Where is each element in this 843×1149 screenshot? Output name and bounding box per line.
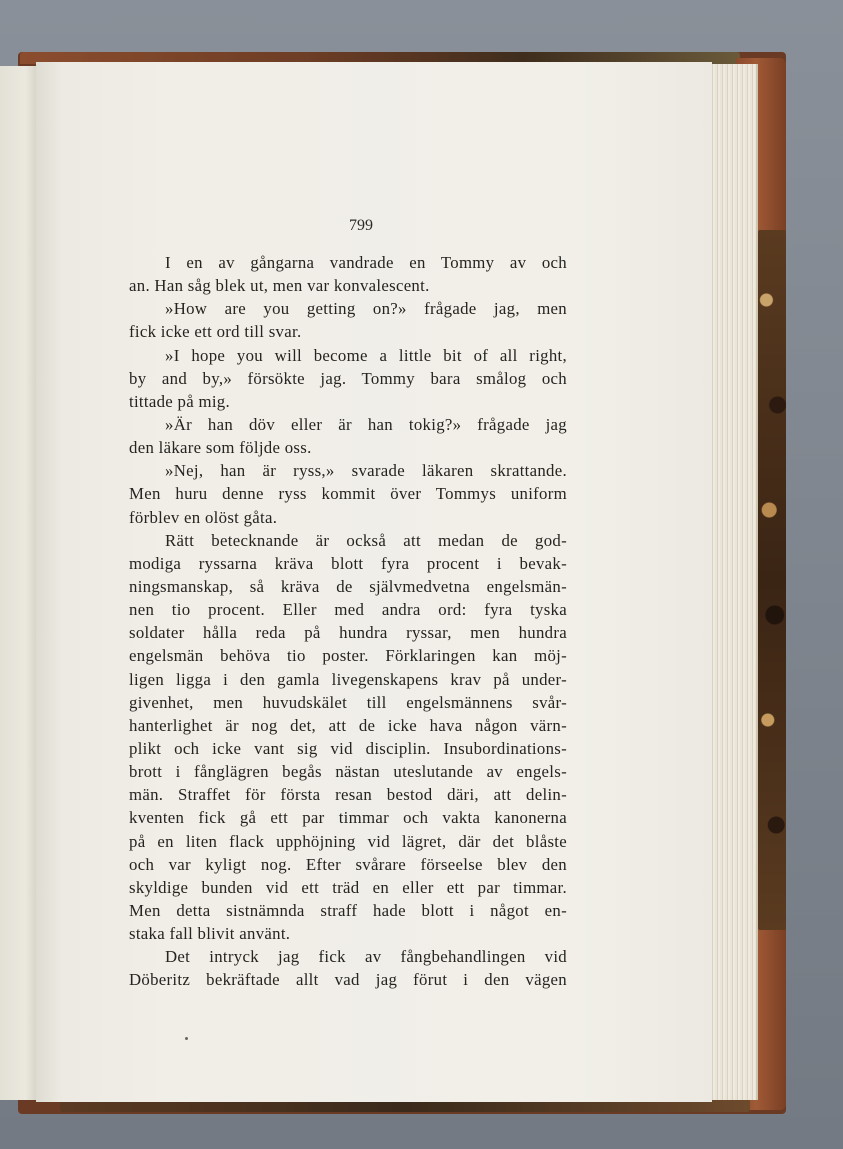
text-line: Men huru denne ryss kommit över Tommys uniform — [129, 484, 567, 504]
text-line: nen tio procent. Eller med andra ord: fyra tyska — [129, 600, 567, 620]
text-line: engelsmän behöva tio poster. Förklaringen kan möj- — [129, 646, 567, 666]
text-line: staka fall blivit använt. — [129, 924, 291, 944]
text-line: soldater hålla reda på hundra ryssar, men hundra — [129, 623, 567, 643]
text-line: och var kyligt nog. Efter svårare förseelse blev den — [129, 854, 567, 874]
text-line: Döberitz bekräftade allt vad jag förut i den vägen — [129, 970, 567, 990]
text-line: ningsmanskap, så kräva de självmedvetna engelsmän- — [129, 576, 567, 596]
text-line: Det intryck jag fick av fångbehandlingen vid — [165, 947, 567, 967]
text-line: Rätt betecknande är också att medan de god- — [165, 530, 567, 550]
page-stack-fore-edge — [710, 64, 758, 1100]
text-line: »Är han döv eller är han tokig?» frågade jag — [165, 414, 567, 434]
text-line: Men detta sistnämnda straff hade blott i något en- — [129, 900, 567, 920]
text-line: »How are you getting on?» frågade jag, men — [165, 299, 567, 319]
text-line: skyldige bunden vid ett träd en eller ett par timmar. — [129, 877, 567, 897]
text-line: »Nej, han är ryss,» svarade läkaren skrattande. — [165, 461, 567, 481]
text-line: kventen fick gå ett par timmar och vakta kanonerna — [129, 808, 567, 828]
marbled-cover-pattern — [758, 230, 786, 930]
left-page-edge — [0, 66, 37, 1100]
page-speck — [185, 1037, 188, 1040]
text-line: an. Han såg blek ut, men var konvalescent. — [129, 276, 430, 296]
text-line: by and by,» försökte jag. Tommy bara smålog och — [129, 368, 567, 388]
text-line: brott i fånglägren begås nästan uteslutande av engels- — [129, 762, 567, 782]
text-line: I en av gångarna vandrade en Tommy av och — [165, 253, 567, 272]
text-line: hanterlighet är nog det, att de icke hava någon värn- — [129, 715, 567, 735]
book-page — [36, 62, 712, 1102]
body-text — [129, 251, 567, 992]
text-line: »I hope you will become a little bit of all right, — [165, 345, 567, 365]
text-line: på en liten flack upphöjning vid lägret, där det blåste — [129, 831, 567, 851]
text-line: den läkare som följde oss. — [129, 438, 312, 458]
text-line: modiga ryssarna kräva blott fyra procent i bevak- — [129, 553, 567, 573]
text-line: ligen ligga i den gamla livegenskapens krav på under- — [129, 669, 567, 689]
text-line: tittade på mig. — [129, 391, 230, 411]
text-line: män. Straffet för första resan bestod däri, att delin- — [129, 785, 567, 805]
page-number: 799 — [349, 217, 373, 234]
text-line: förblev en olöst gåta. — [129, 507, 278, 527]
text-line: givenhet, men huvudskälet till engelsmännens svår- — [129, 692, 567, 712]
text-line: plikt och icke vant sig vid disciplin. Insubordinations- — [129, 738, 567, 758]
text-line: fick icke ett ord till svar. — [129, 322, 302, 342]
